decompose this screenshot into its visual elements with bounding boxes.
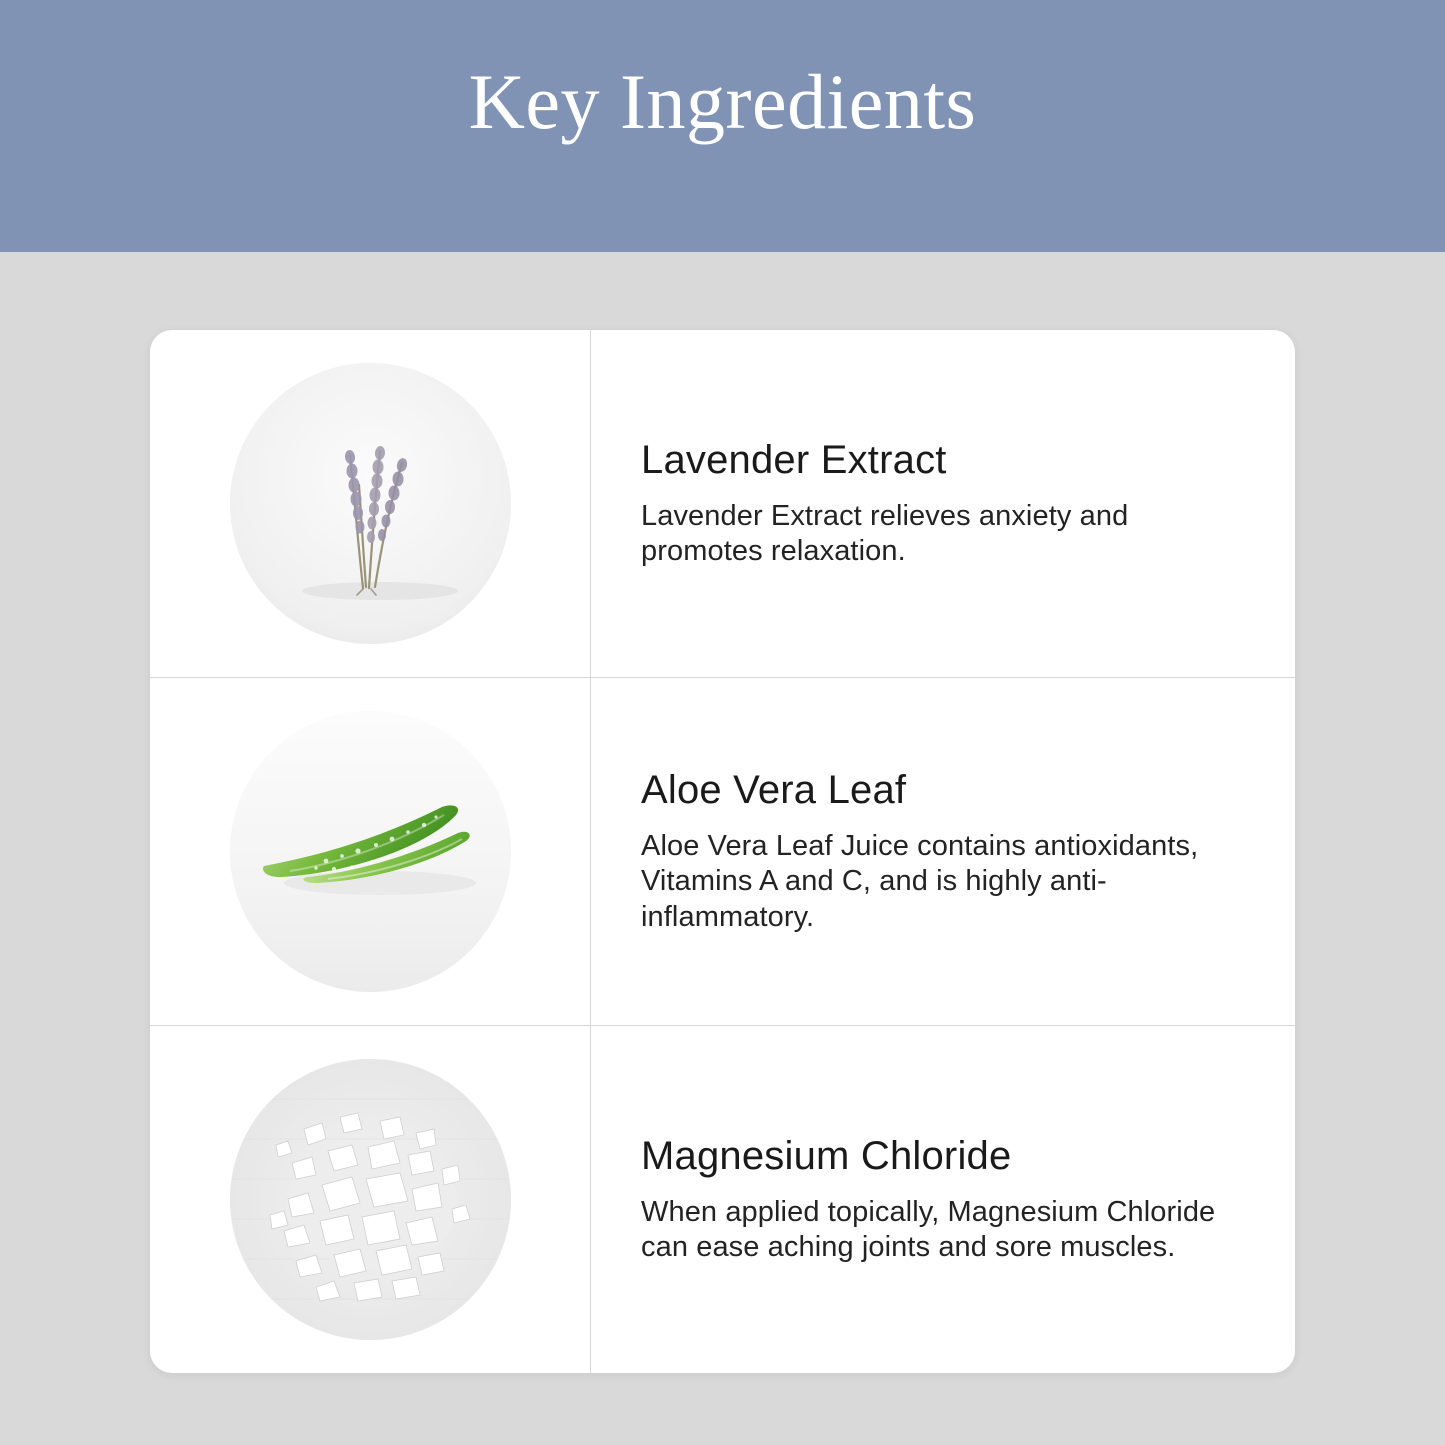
ingredient-row — [150, 1025, 1295, 1373]
page-title: Key Ingredients — [468, 58, 977, 145]
ingredient-image-cell — [150, 330, 591, 677]
ingredient-row — [150, 677, 1295, 1025]
ingredient-description: Lavender Extract relieves anxiety and promotes relaxation. — [641, 499, 1129, 567]
ingredient-title: Magnesium Chloride — [641, 1133, 1012, 1178]
ingredients-card — [150, 330, 1295, 1373]
ingredient-title: Lavender Extract — [641, 437, 947, 482]
header-banner — [0, 0, 1445, 252]
ingredient-description: Aloe Vera Leaf Juice contains antioxidants, Vitamins A and C, and is highly anti-inflammatory. — [641, 829, 1199, 933]
ingredient-text-cell — [591, 678, 1295, 1025]
aloe-vera-leaf-photo — [230, 711, 511, 992]
ingredient-image-cell — [150, 1026, 591, 1373]
ingredient-text-cell — [591, 1026, 1295, 1373]
ingredient-image-cell — [150, 678, 591, 1025]
content-area — [0, 252, 1445, 1445]
ingredient-text-cell — [591, 330, 1295, 677]
lavender-sprigs-photo — [230, 363, 511, 644]
ingredient-row — [150, 330, 1295, 677]
magnesium-chloride-flakes-photo — [230, 1059, 511, 1340]
ingredient-title: Aloe Vera Leaf — [641, 767, 907, 812]
ingredient-description: When applied topically, Magnesium Chloride can ease aching joints and sore muscles. — [641, 1195, 1216, 1263]
